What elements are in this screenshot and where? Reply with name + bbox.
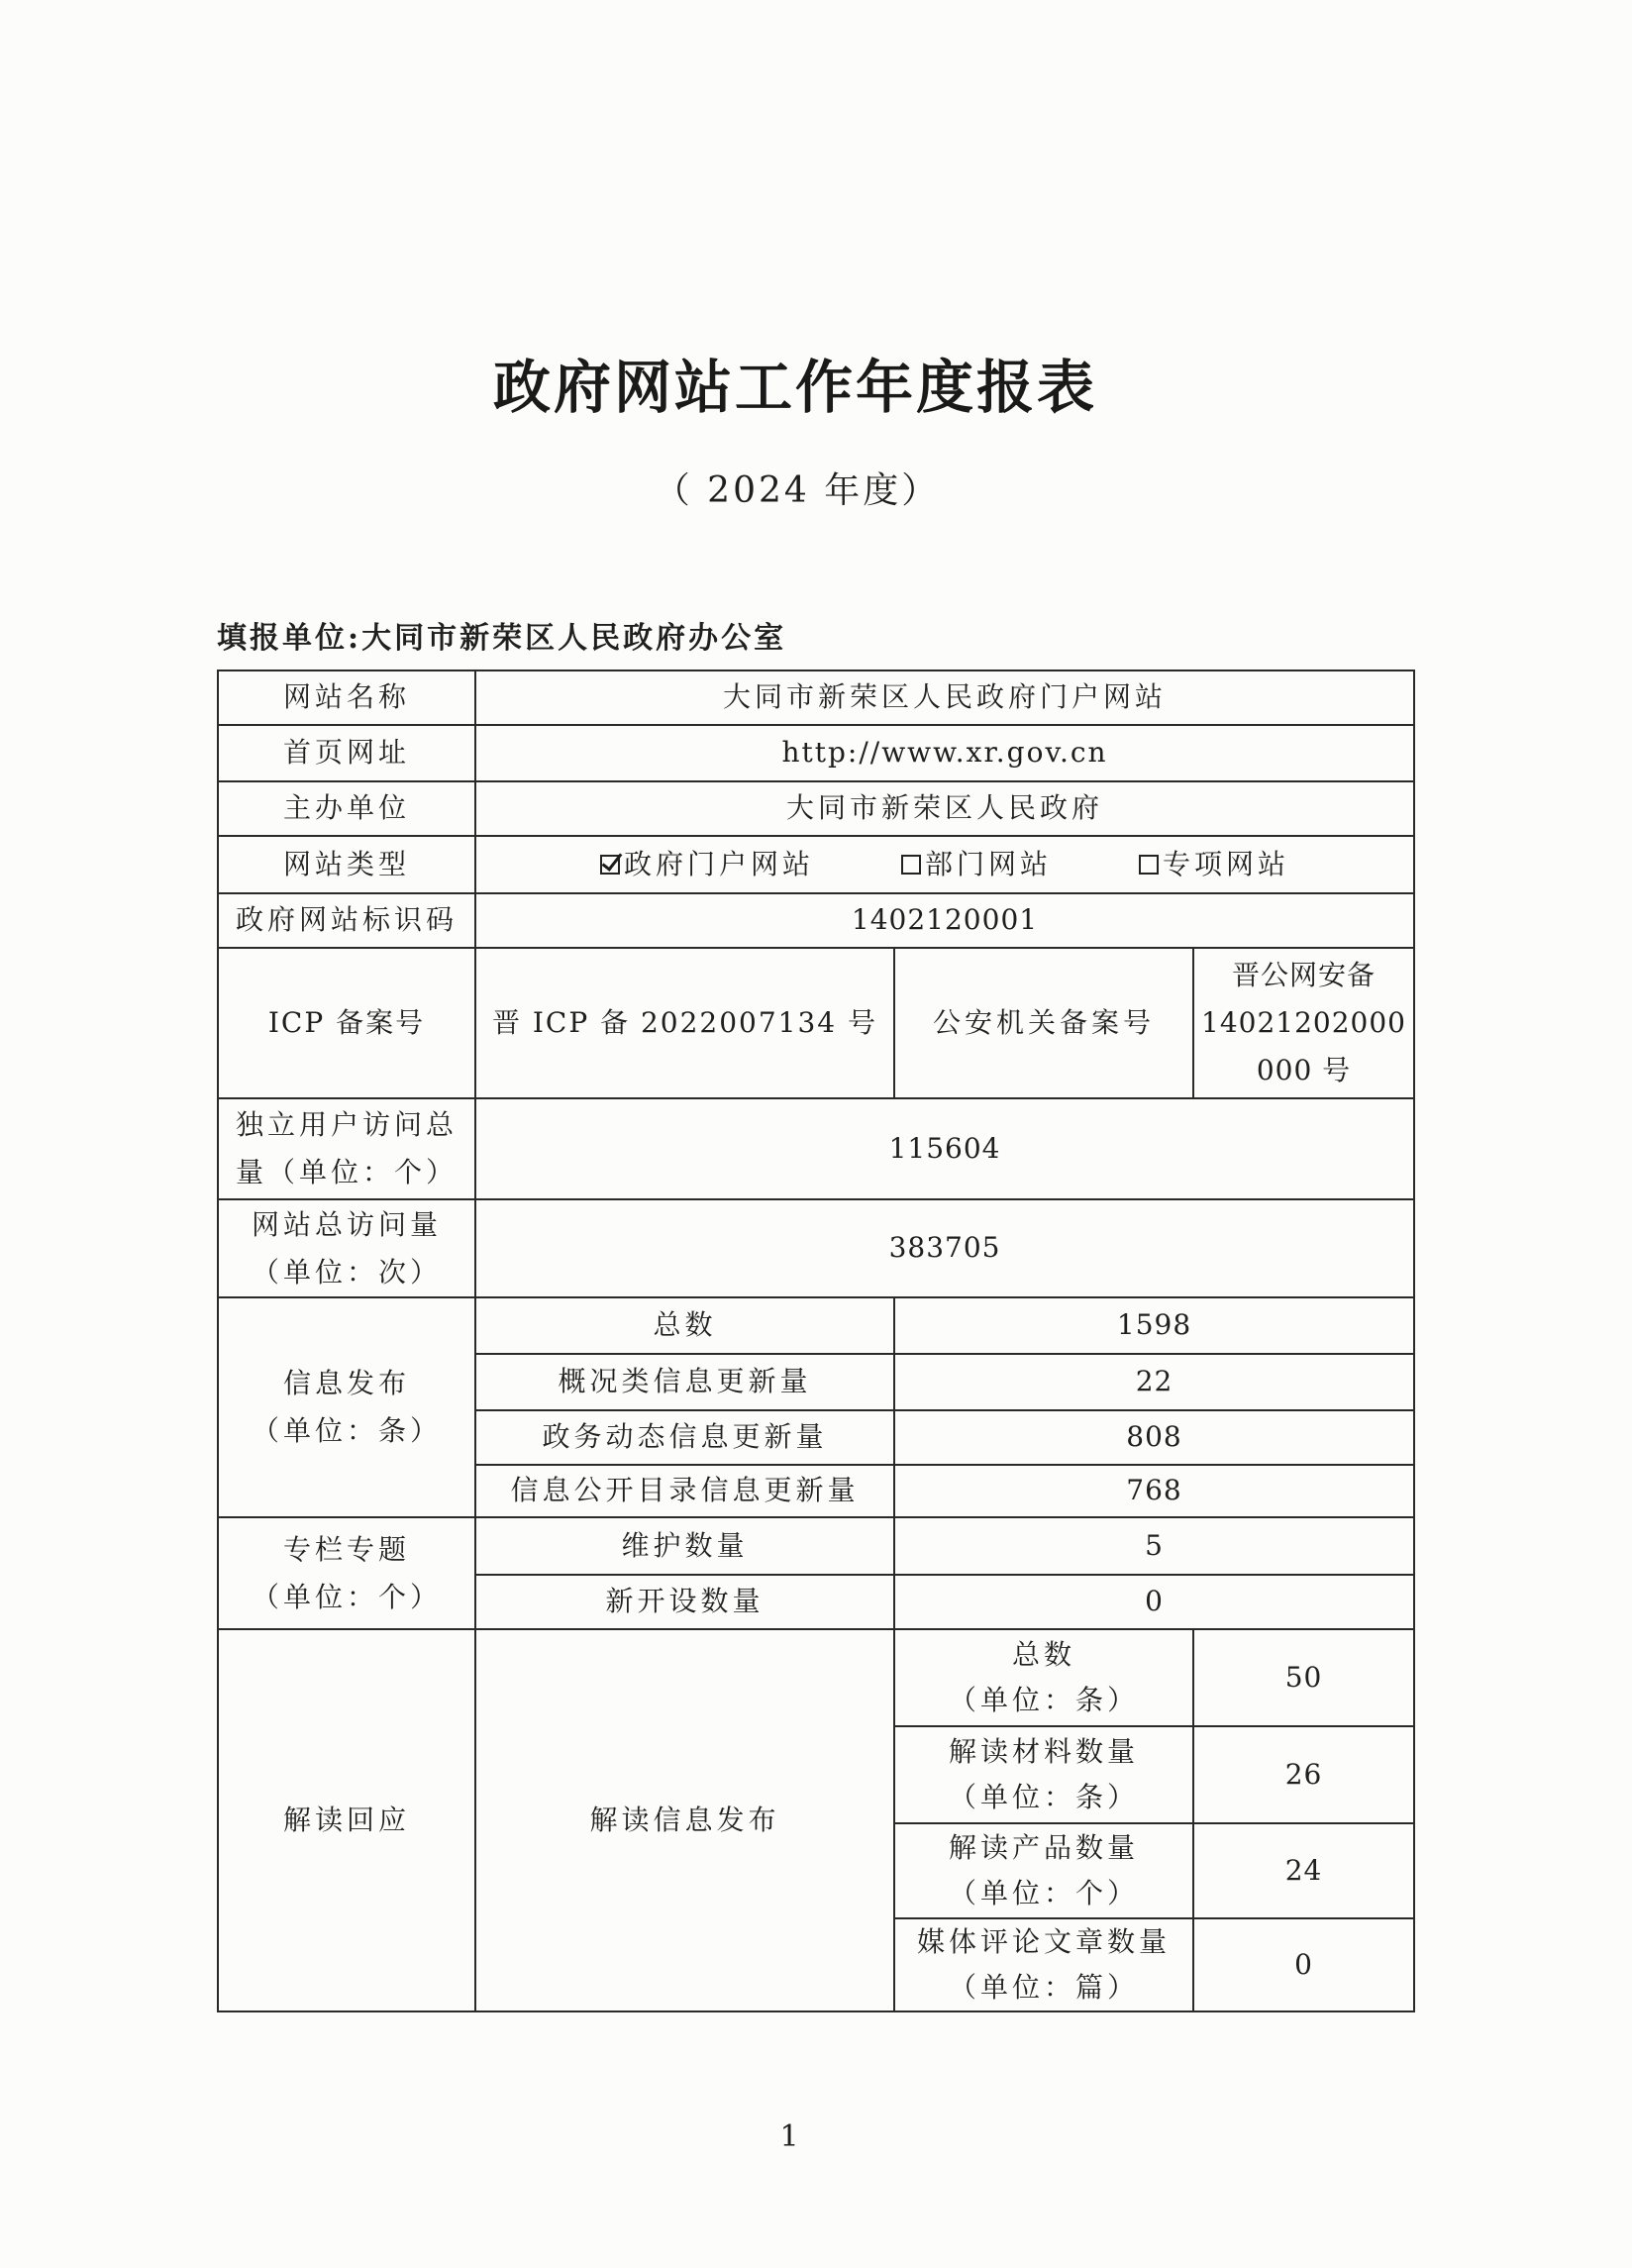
item-label: 总数 bbox=[1011, 1638, 1075, 1671]
item-unit: （单位：个） bbox=[948, 1877, 1139, 1909]
row-icp bbox=[218, 948, 1414, 1098]
checkbox-icon bbox=[901, 855, 921, 875]
info-release-item-label: 概况类信息更新量 bbox=[475, 1354, 894, 1410]
label-line: （单位：次） bbox=[251, 1255, 442, 1289]
interpretation-sub-label: 解读信息发布 bbox=[475, 1629, 894, 2011]
row-site-name bbox=[218, 670, 1414, 725]
label-line: 量（单位：个） bbox=[235, 1156, 458, 1188]
police-record-value bbox=[1193, 948, 1414, 1098]
info-release-item-label: 政务动态信息更新量 bbox=[475, 1410, 894, 1465]
row-unique-visitors bbox=[218, 1098, 1414, 1199]
interpretation-label: 解读回应 bbox=[218, 1629, 475, 2011]
police-record-line: 14021202000 bbox=[1201, 1006, 1406, 1039]
filler-unit bbox=[217, 619, 786, 659]
row-info-release-total bbox=[218, 1297, 1414, 1354]
site-type-options bbox=[475, 836, 1414, 893]
row-columns-maintained bbox=[218, 1517, 1414, 1575]
unique-visitors-value: 115604 bbox=[475, 1098, 1414, 1199]
row-total-visits bbox=[218, 1199, 1414, 1297]
option-label: 政府门户网站 bbox=[623, 847, 814, 880]
icp-label: ICP 备案号 bbox=[218, 948, 475, 1098]
police-record-line: 000 号 bbox=[1256, 1054, 1352, 1086]
homepage-value: http://www.xr.gov.cn bbox=[475, 725, 1414, 781]
option-label: 部门网站 bbox=[925, 847, 1053, 880]
unique-visitors-label bbox=[218, 1098, 475, 1199]
interpretation-item-value: 26 bbox=[1193, 1726, 1414, 1823]
total-visits-label bbox=[218, 1199, 475, 1297]
interpretation-item-label bbox=[894, 1823, 1193, 1918]
filler-unit-value: 大同市新荣区人民政府办公室 bbox=[361, 621, 787, 656]
interpretation-item-label bbox=[894, 1726, 1193, 1823]
homepage-label: 首页网址 bbox=[218, 725, 475, 781]
info-release-item-label: 总数 bbox=[475, 1297, 894, 1354]
group-label: 专栏专题 bbox=[282, 1532, 410, 1566]
checkbox-icon bbox=[600, 855, 620, 875]
site-name-value: 大同市新荣区人民政府门户网站 bbox=[475, 670, 1414, 725]
row-site-id bbox=[218, 893, 1414, 948]
site-name-label: 网站名称 bbox=[218, 670, 475, 725]
row-site-type bbox=[218, 836, 1414, 893]
option-department-site bbox=[901, 847, 1052, 882]
police-record-line: 晋公网安备 bbox=[1232, 959, 1377, 991]
site-type-label: 网站类型 bbox=[218, 836, 475, 893]
group-unit: （单位：条） bbox=[251, 1414, 442, 1447]
columns-item-value: 5 bbox=[894, 1517, 1414, 1575]
report-title: 政府网站工作年度报表 bbox=[492, 354, 1097, 421]
info-release-item-value: 808 bbox=[894, 1410, 1414, 1465]
row-interpretation-total bbox=[218, 1629, 1414, 1726]
filler-unit-label: 填报单位: bbox=[217, 621, 362, 656]
info-release-item-label: 信息公开目录信息更新量 bbox=[475, 1465, 894, 1517]
row-homepage bbox=[218, 725, 1414, 781]
interpretation-item-label bbox=[894, 1918, 1193, 2011]
total-visits-value: 383705 bbox=[475, 1199, 1414, 1297]
columns-item-label: 新开设数量 bbox=[475, 1575, 894, 1629]
report-year: （ 2024 年度） bbox=[654, 470, 941, 511]
item-unit: （单位：篇） bbox=[948, 1971, 1139, 2004]
item-label: 媒体评论文章数量 bbox=[916, 1925, 1171, 1958]
item-unit: （单位：条） bbox=[948, 1781, 1139, 1813]
group-label: 信息发布 bbox=[282, 1367, 410, 1399]
option-special-site bbox=[1139, 847, 1289, 882]
icp-value: 晋 ICP 备 2022007134 号 bbox=[475, 948, 894, 1098]
group-unit: （单位：个） bbox=[251, 1580, 442, 1613]
item-unit: （单位：条） bbox=[948, 1684, 1139, 1716]
info-release-item-value: 1598 bbox=[894, 1297, 1414, 1354]
page-number: 1 bbox=[779, 2119, 799, 2154]
interpretation-item-label bbox=[894, 1629, 1193, 1726]
interpretation-item-value: 50 bbox=[1193, 1629, 1414, 1726]
columns-item-value: 0 bbox=[894, 1575, 1414, 1629]
info-release-item-value: 22 bbox=[894, 1354, 1414, 1410]
item-label: 解读材料数量 bbox=[948, 1735, 1139, 1768]
label-line: 网站总访问量 bbox=[251, 1207, 442, 1241]
police-record-label: 公安机关备案号 bbox=[894, 948, 1193, 1098]
sponsor-value: 大同市新荣区人民政府 bbox=[475, 781, 1414, 836]
item-label: 解读产品数量 bbox=[948, 1831, 1139, 1864]
option-label: 专项网站 bbox=[1163, 847, 1290, 880]
site-id-value: 1402120001 bbox=[475, 893, 1414, 948]
row-sponsor bbox=[218, 781, 1414, 836]
checkbox-icon bbox=[1139, 855, 1159, 875]
columns-label bbox=[218, 1517, 475, 1629]
sponsor-label: 主办单位 bbox=[218, 781, 475, 836]
label-line: 独立用户访问总 bbox=[235, 1108, 458, 1141]
option-government-portal bbox=[600, 847, 814, 882]
columns-item-label: 维护数量 bbox=[475, 1517, 894, 1575]
info-release-item-value: 768 bbox=[894, 1465, 1414, 1517]
site-id-label: 政府网站标识码 bbox=[218, 893, 475, 948]
interpretation-item-value: 24 bbox=[1193, 1823, 1414, 1918]
info-release-label bbox=[218, 1297, 475, 1517]
report-table bbox=[217, 670, 1415, 2012]
interpretation-item-value: 0 bbox=[1193, 1918, 1414, 2011]
